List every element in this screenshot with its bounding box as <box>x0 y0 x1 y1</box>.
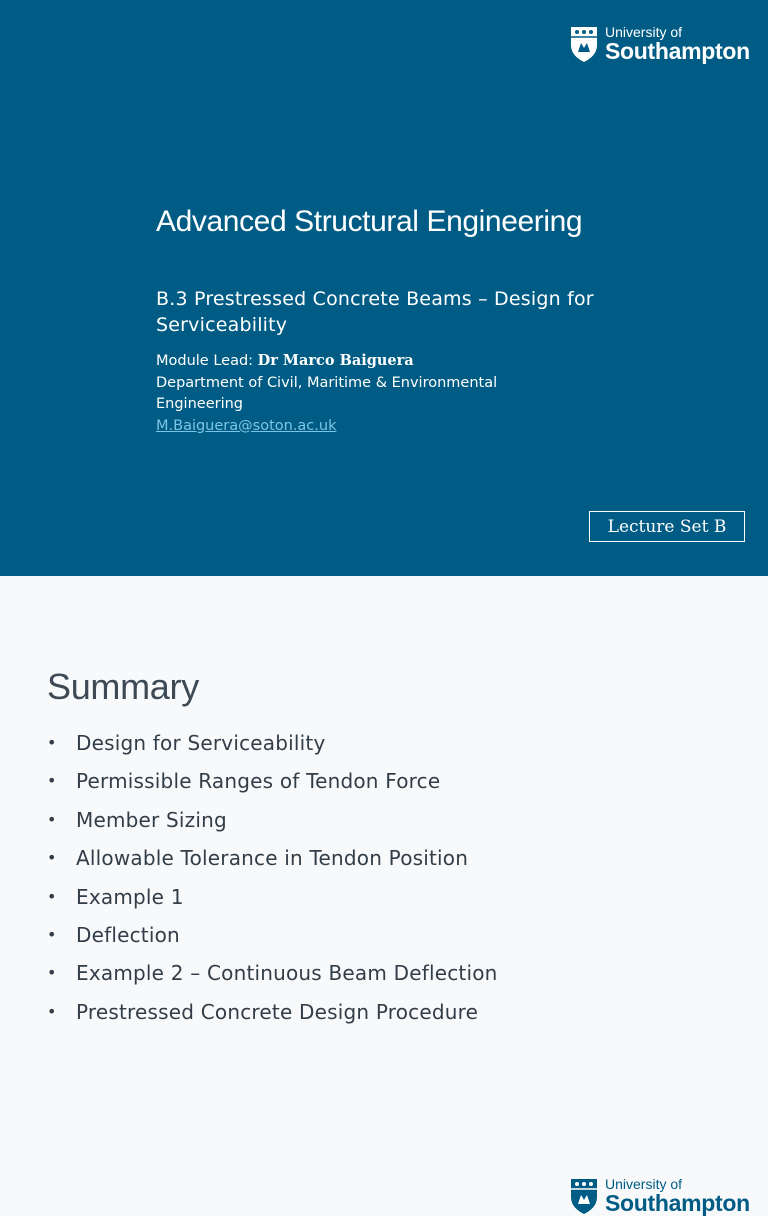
list-item-text: Example 1 <box>76 884 184 909</box>
list-item <box>47 845 498 883</box>
module-lead-label: Module Lead: <box>156 353 258 369</box>
list-item-text: Example 2 – Continuous Beam Deflection <box>76 961 498 986</box>
summary-slide <box>0 576 768 1216</box>
bullet-icon: • <box>47 1001 57 1021</box>
summary-list <box>47 730 498 1037</box>
logo-line1: University of <box>605 24 683 40</box>
list-item-text: Prestressed Concrete Design Procedure <box>76 999 479 1024</box>
list-item <box>47 768 498 806</box>
title-slide <box>0 0 768 576</box>
list-item-text: Design for Serviceability <box>76 731 326 755</box>
list-item-text: Deflection <box>76 922 180 947</box>
module-lead-name: Dr Marco Baiguera <box>257 352 414 369</box>
bullet-icon: • <box>47 771 57 791</box>
university-logo <box>569 1177 750 1215</box>
module-lead <box>156 350 576 373</box>
summary-title: Summary <box>47 666 199 707</box>
bullet-icon: • <box>47 733 57 752</box>
lecture-subtitle: B.3 Prestressed Concrete Beams – Design for Serviceability <box>156 288 594 336</box>
list-item-text: Permissible Ranges of Tendon Force <box>76 769 441 794</box>
list-item <box>47 960 498 998</box>
email-link[interactable]: M.Baiguera@soton.ac.uk <box>156 417 337 434</box>
list-item-text: Member Sizing <box>76 807 227 832</box>
bullet-icon: • <box>47 886 57 906</box>
list-item <box>47 730 498 768</box>
bullet-icon: • <box>47 848 57 868</box>
list-item <box>47 999 498 1037</box>
list-item <box>47 884 498 922</box>
department: Department of Civil, Maritime & Environmental Engineering <box>156 374 498 412</box>
university-logo <box>569 25 750 63</box>
logo-line1: University of <box>605 1176 683 1192</box>
crest-icon <box>569 25 599 63</box>
crest-icon <box>569 1177 599 1215</box>
lecture-set-badge: Lecture Set B <box>589 511 745 542</box>
course-title: Advanced Structural Engineering <box>156 205 583 238</box>
bullet-icon: • <box>47 963 57 983</box>
module-info <box>156 350 576 437</box>
logo-line2: Southampton <box>605 38 750 64</box>
list-item <box>47 807 498 845</box>
bullet-icon: • <box>47 809 57 829</box>
bullet-icon: • <box>47 924 57 944</box>
logo-line2: Southampton <box>605 1190 750 1216</box>
list-item-text: Allowable Tolerance in Tendon Position <box>76 846 469 871</box>
list-item <box>47 922 498 960</box>
